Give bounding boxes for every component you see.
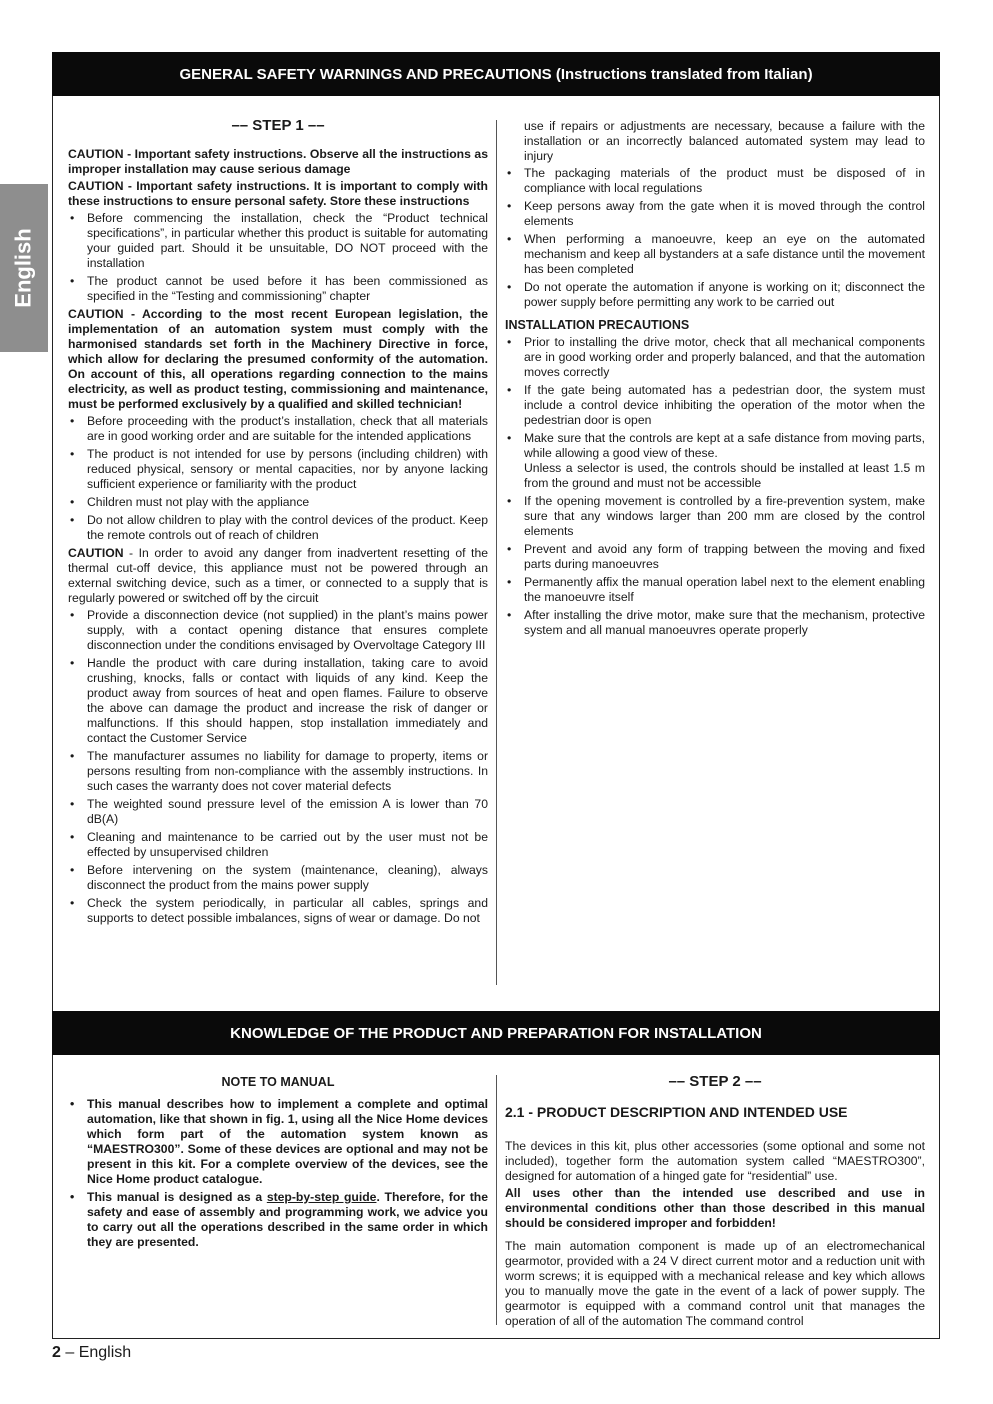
list-item: • This manual describes how to implement a complete and optimal automation, like that shown in fig. 1, using all the Nice Home devices which form part of the automation system known as “MAESTRO300”. Some of these devices are optional and may not be present in this kit. For a complete overview of the devices, see the Nice Home product catalogue. — [68, 1097, 488, 1187]
footer-separator: – — [60, 1344, 79, 1361]
section-header-safety — [52, 52, 940, 96]
step-by-step-guide-text: step-by-step guide — [266, 1190, 377, 1204]
list-item: • Make sure that the controls are kept at a safe distance from moving parts, while allowing a good view of these. Unless a selector is used, the controls should be installed at least 1.5 m from the ground and must not be accessible — [505, 431, 925, 491]
safety-column-right — [505, 119, 925, 641]
caution-paragraph: CAUTION - Important safety instructions. It is important to comply with these instructions to ensure personal safety. Store these instructions — [68, 179, 488, 208]
step-1-heading: –– STEP 1 –– — [231, 117, 325, 134]
list-item: • The weighted sound pressure level of the emission A is lower than 70 dB(A) — [68, 797, 488, 827]
paragraph: The devices in this kit, plus other accessories (some optional and some not included), together form the automation system called “MAESTRO300”, designed for automation of a hinged gate for “residential” use. — [505, 1139, 925, 1183]
list-item: • If the opening movement is controlled by a fire-prevention system, make sure that any windows larger than 200 mm are closed by the control elements — [505, 494, 925, 539]
page-footer — [52, 1344, 131, 1362]
language-tab — [0, 184, 48, 352]
list-item: • Before proceeding with the product’s installation, check that all materials are in good working order and are suitable for the intended applications — [68, 414, 488, 444]
note-text: This manual is designed as a — [87, 1190, 267, 1204]
list-item: • Keep persons away from the gate when it is moved through the control elements — [505, 199, 925, 229]
list-item: • Before commencing the installation, check the “Product technical specifications”, in particular whether this product is suitable for automating your guided part. Should it be unsuitable, DO NOT proceed with the installation — [68, 211, 488, 271]
section-title: GENERAL SAFETY WARNINGS AND PRECAUTIONS (Instructions translated from Italian) — [179, 65, 813, 83]
list-item: • Permanently affix the manual operation label next to the element enabling the manoeuvre itself — [505, 575, 925, 605]
step-2-heading: –– STEP 2 –– — [668, 1073, 762, 1090]
list-item: • Check the system periodically, in particular all cables, springs and supports to detect possible imbalances, signs of wear or damage. Do not — [68, 896, 488, 926]
step-2-column — [505, 1074, 925, 1331]
continued-text: use if repairs or adjustments are necessary, because a failure with the installation or an incorrectly balanced automated system may lead to injury — [524, 119, 925, 163]
caution-paragraph — [68, 546, 488, 606]
list-item: • When performing a manoeuvre, keep an eye on the automated mechanism and keep all bystanders at a safe distance until the movement has been completed — [505, 232, 925, 277]
bullet-list — [68, 608, 488, 926]
note-text: . Therefore, for the safety and ease of assembly and programming work, we advice you to carry out all the operations described in the same order in which they are presented. — [87, 1190, 489, 1249]
bullet-list — [68, 414, 488, 543]
list-item: • The product is not intended for use by persons (including children) with reduced physical, sensory or mental capacities, nor by anyone lacking sufficient experience or familiarity with the product — [68, 447, 488, 492]
list-item: • Before intervening on the system (maintenance, cleaning), always disconnect the product from the mains power supply — [68, 863, 488, 893]
section-header-knowledge — [52, 1011, 940, 1055]
column-divider — [496, 120, 497, 985]
caution-paragraph: CAUTION - Important safety instructions. Observe all the instructions as improper installation may cause serious damage — [68, 147, 488, 176]
list-item: • Do not operate the automation if anyone is working on it; disconnect the power supply before permitting any work to be carried out — [505, 280, 925, 310]
paragraph: The main automation component is made up of an electromechanical gearmotor, provided with a 24 V direct current motor and a reduction unit with worm screws; it is equipped with a mechanical release and key which allows you to manually move the gate in the event of a lack of power supply. The gearmotor is equipped with a command control unit that manages the operation of all of the automation The command control — [505, 1239, 925, 1328]
page-number: 2 — [52, 1344, 61, 1361]
paragraph-bold: All uses other than the intended use described and use in environmental conditions other than those described in this manual should be considered improper and forbidden! — [505, 1186, 925, 1230]
bullet-list — [505, 166, 925, 310]
column-divider — [496, 1075, 497, 1325]
bullet-list — [505, 335, 925, 638]
installation-precautions-heading: INSTALLATION PRECAUTIONS — [505, 318, 690, 332]
list-item: • Do not allow children to play with the control devices of the product. Keep the remote controls out of reach of children — [68, 513, 488, 543]
caution-text: - In order to avoid any danger from inadvertent resetting of the thermal cut-off device, this appliance must not be powered through an external switching device, such as a timer, or connected to a supply that is regularly powered or switched off by the circuit — [68, 546, 488, 605]
list-item: • The manufacturer assumes no liability for damage to property, items or persons resulting from non-compliance with the assembly instructions. In such cases the warranty does not cover material defects — [68, 749, 488, 794]
bullet-list — [68, 211, 488, 304]
note-list — [68, 1097, 488, 1250]
list-item: • The product cannot be used before it has been commissioned as specified in the “Testing and commissioning” chapter — [68, 274, 488, 304]
list-item: • Handle the product with care during installation, taking care to avoid crushing, knocks, falls or contact with liquids of any kind. Keep the product away from sources of heat and open flames. Failure to observe the above can damage the product and increase the risk of danger or malfunctions. If this should happen, stop installation immediately and contact the Customer Service — [68, 656, 488, 746]
list-item: • After installing the drive motor, make sure that the mechanism, protective system and all manual manoeuvres operate properly — [505, 608, 925, 638]
note-title: NOTE TO MANUAL — [221, 1075, 335, 1089]
footer-language: English — [78, 1344, 132, 1361]
section-title: KNOWLEDGE OF THE PRODUCT AND PREPARATION FOR INSTALLATION — [230, 1024, 762, 1042]
note-column — [68, 1075, 488, 1253]
caution-label: CAUTION — [68, 546, 124, 560]
list-item: • Provide a disconnection device (not supplied) in the plant’s mains power supply, with a contact opening distance that ensures complete disconnection under the conditions envisaged by Overvoltage Category III — [68, 608, 488, 653]
list-item: • Prevent and avoid any form of trapping between the moving and fixed parts during manoeuvres — [505, 542, 925, 572]
language-tab-label: English — [11, 228, 37, 308]
list-item: • The packaging materials of the product must be disposed of in compliance with local regulations — [505, 166, 925, 196]
safety-column-left — [68, 118, 488, 929]
product-description-heading: 2.1 - PRODUCT DESCRIPTION AND INTENDED USE — [505, 1104, 848, 1120]
list-item: • If the gate being automated has a pedestrian door, the system must include a control device inhibiting the operation of the motor when the pedestrian door is open — [505, 383, 925, 428]
caution-paragraph: CAUTION - According to the most recent European legislation, the implementation of an automation system must comply with the harmonised standards set forth in the Machinery Directive in force, which allow for declaring the presumed conformity of the automation. On account of this, all operations regarding connection to the mains electricity, as well as product testing, commissioning and maintenance, must be performed exclusively by a qualified and skilled technician! — [68, 307, 488, 411]
list-item — [68, 1190, 488, 1250]
list-item: • Cleaning and maintenance to be carried out by the user must not be effected by unsupervised children — [68, 830, 488, 860]
list-item: • Prior to installing the drive motor, check that all mechanical components are in good working order and properly balanced, and that the automation moves correctly — [505, 335, 925, 380]
list-item: • Children must not play with the appliance — [68, 495, 488, 510]
